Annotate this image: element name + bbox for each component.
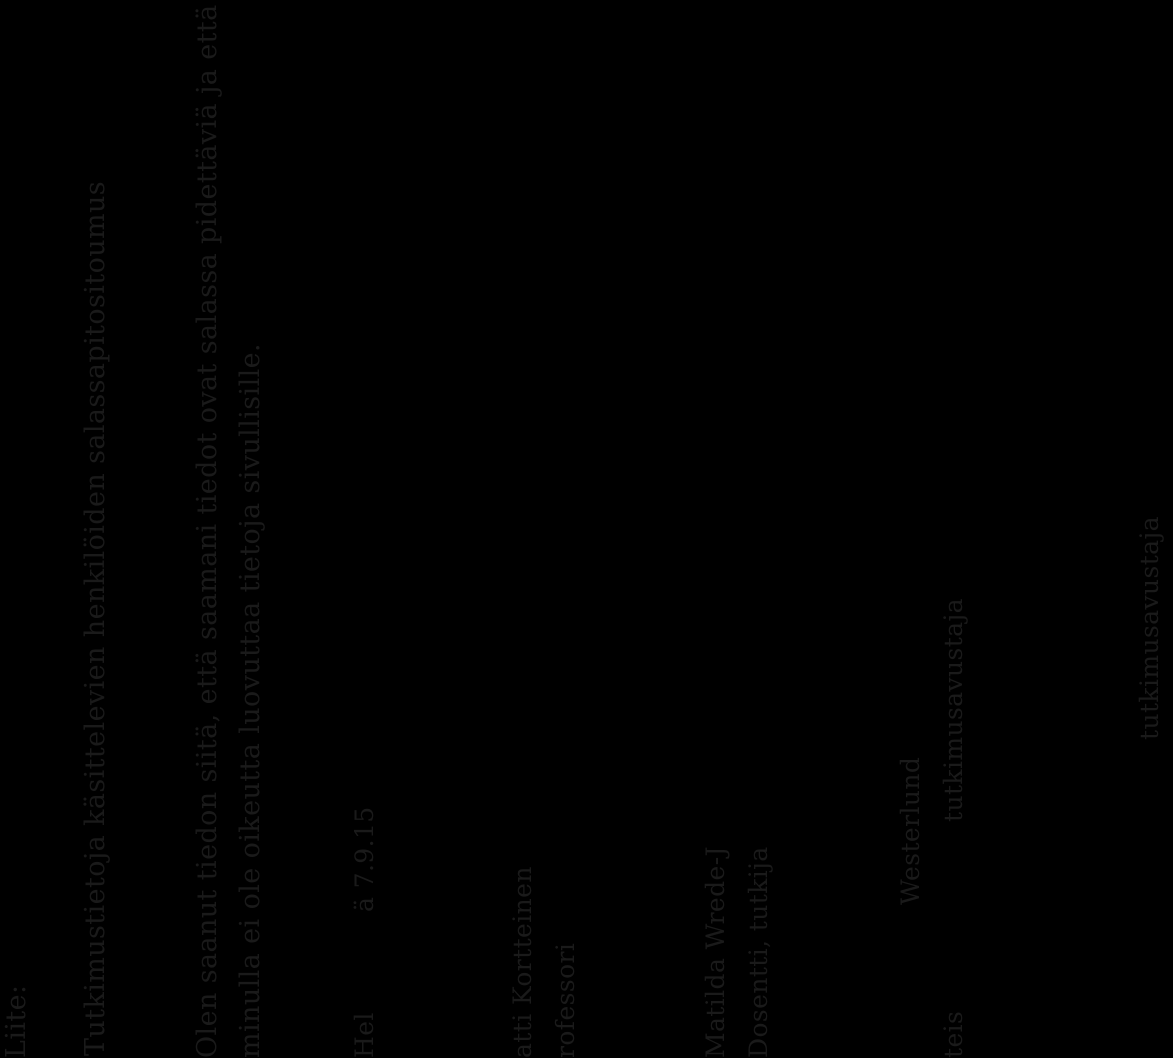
signatory-2-name: Matilda Wrede-J xyxy=(701,846,730,1058)
date-fragment: ä 7.9.15 xyxy=(350,806,379,912)
signatory-2-role: Dosentti, tutkija xyxy=(744,846,773,1058)
signatory-3-role: tutkimusavustaja xyxy=(939,598,968,822)
signatory-1-role: rofessori xyxy=(551,942,580,1058)
attachment-heading: Liite: xyxy=(1,984,32,1058)
signatory-1-name: atti Kortteinen xyxy=(508,866,537,1058)
signatory-3-name-prefix: teis xyxy=(939,1010,968,1058)
signatory-4-role: tutkimusavustaja xyxy=(1135,516,1164,740)
place-fragment: Hel xyxy=(350,1012,379,1058)
signatory-3-name: Westerlund xyxy=(896,756,925,905)
body-text-line-2: minulla ei ole oikeutta luovuttaa tietoja sivullisille. xyxy=(235,343,266,1058)
document-title: Tutkimustietoja käsittelevien henkilöiden salassapitositoumus xyxy=(80,180,111,1056)
body-text-line-1: Olen saanut tiedon siitä, että saamani tiedot ovat salassa pidettäviä ja että xyxy=(192,4,223,1058)
